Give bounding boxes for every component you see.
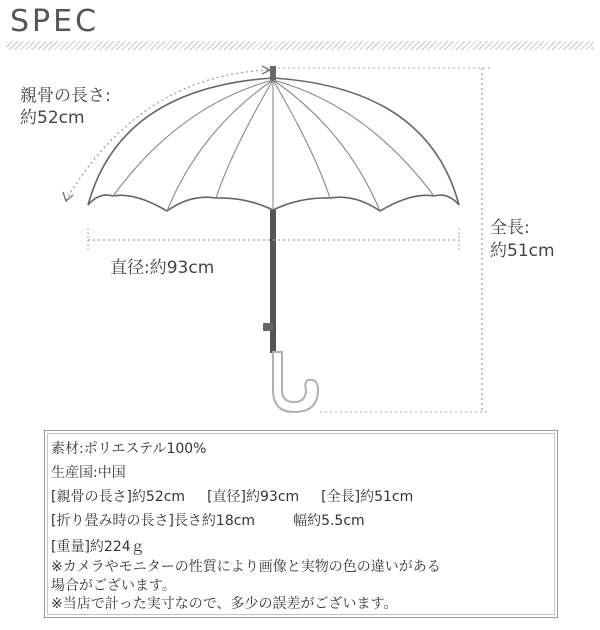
total-length-label: 全長: bbox=[490, 218, 530, 238]
spec-weight: [重量]約224ｇ bbox=[51, 539, 145, 555]
spec-folded-width: 幅約5.5cm bbox=[293, 513, 365, 529]
umbrella-tip bbox=[270, 66, 276, 80]
spec-material: 素材:ポリエステル100% bbox=[51, 441, 207, 457]
umbrella-handle bbox=[273, 352, 318, 412]
spec-folded-size bbox=[51, 510, 365, 532]
spec-folded-length: [折り畳み時の長さ]長さ約18cm bbox=[51, 513, 256, 529]
spec-dimensions bbox=[51, 486, 413, 508]
spec-note-color-2: 場合がございます。 bbox=[51, 578, 176, 594]
spec-origin: 生産国:中国 bbox=[51, 465, 126, 481]
umbrella-runner bbox=[263, 323, 273, 331]
spec-note-color-1: ※カメラやモニターの性質により画像と実物の色の違いがある bbox=[51, 559, 441, 575]
spec-total-length: [全長]約51cm bbox=[321, 489, 414, 505]
spec-note-measure: ※当店で計った実寸なので、多少の誤差がございます。 bbox=[51, 596, 398, 612]
umbrella-shaft bbox=[270, 210, 276, 353]
rib-length-arrow-bottom bbox=[63, 192, 73, 201]
diameter-label: 直径:約93cm bbox=[110, 258, 215, 278]
page-title: SPEC bbox=[10, 4, 100, 39]
spec-diameter: [直径]約93cm bbox=[207, 489, 300, 505]
total-length-value: 約51cm bbox=[490, 241, 555, 261]
spec-rib-length: [親骨の長さ]約52cm bbox=[51, 489, 186, 505]
rib-length-label: 親骨の長さ: bbox=[20, 86, 111, 106]
rib-length-value: 約52cm bbox=[20, 108, 85, 128]
